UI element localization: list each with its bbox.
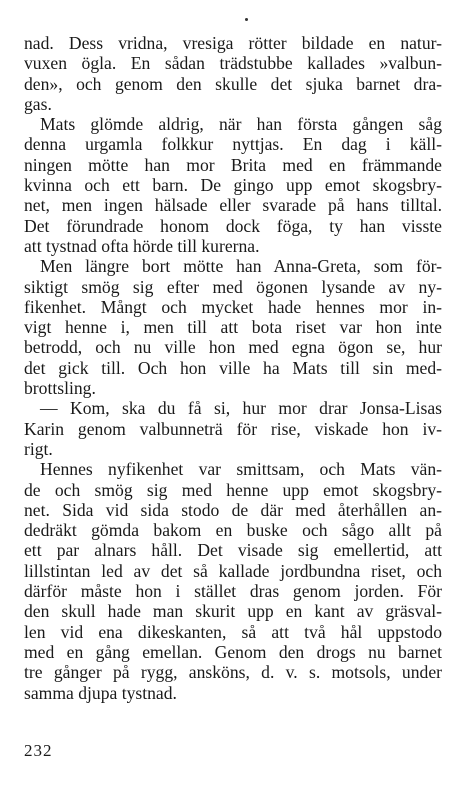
text-line: — Kom, ska du få si, hur mor drar Jonsa-Lisas: [40, 398, 442, 419]
text-line: samma djupa tystnad.: [24, 682, 177, 703]
text-line: ningen mötte han mor Brita med en främmande: [24, 154, 442, 175]
text-line: därför måste hon i stället dras genom jorden. För: [24, 581, 442, 602]
text-line: Det förundrade honom dock föga, ty han visste: [24, 215, 442, 236]
text-line: siktigt smög sig efter med ögonen lysande av ny-: [24, 276, 442, 297]
print-speck: [245, 18, 248, 21]
text-line: dedräkt gömda bakom en buske och sågo allt på: [24, 520, 442, 541]
text-line: fikenhet. Mångt och mycket hade hennes mor in-: [24, 296, 442, 317]
page-number: 232: [24, 741, 53, 760]
text-line: med en gång emellan. Genom den drogs nu barnet: [24, 641, 442, 662]
text-line: nad. Dess vridna, vresiga rötter bildade en natur-: [24, 33, 442, 53]
text-line: att tystnad ofta hörde till kurerna.: [24, 235, 260, 256]
text-line: betrodd, och nu ville hon med egna ögon se, hur: [24, 337, 442, 358]
text-line: vigt henne i, men till att bota riset var hon inte: [24, 317, 442, 338]
text-line: de och smög sig med henne upp emot skogsbry-: [24, 479, 442, 500]
text-line: det gick till. Och hon ville ha Mats till sin med-: [24, 357, 442, 378]
body-text: [24, 33, 442, 703]
text-line: den skull hade man skurit upp en kant av gräsval-: [24, 601, 442, 622]
text-line: net, men ingen hälsade eller svarade på hans tilltal.: [24, 195, 442, 216]
text-line: ett par alnars håll. Det visade sig emellertid, att: [24, 540, 442, 561]
text-line: gas.: [24, 93, 52, 114]
text-line: Karin genom valbunneträ för rise, viskade hon iv-: [24, 418, 442, 439]
text-line: Hennes nyfikenhet var smittsam, och Mats vän-: [40, 459, 442, 480]
text-line: rigt.: [24, 438, 53, 459]
text-line: Mats glömde aldrig, när han första gången såg: [40, 114, 442, 135]
text-line: Men längre bort mötte han Anna-Greta, som för-: [40, 256, 442, 277]
text-line: tre gånger på rygg, ansköns, d. v. s. motsols, under: [24, 662, 442, 683]
text-line: vuxen ögla. En sådan trädstubbe kallades »valbun-: [24, 53, 442, 74]
text-line: kvinna och ett barn. De gingo upp emot skogsbry-: [24, 175, 442, 196]
text-line: brottsling.: [24, 378, 96, 399]
text-line: len vid ena dikeskanten, så att två hål uppstodo: [24, 621, 442, 642]
text-line: lillstintan led av det så kallade jordbundna riset, och: [24, 560, 442, 581]
text-line: net. Sida vid sida stodo de där med återhållen an-: [24, 499, 442, 520]
text-line: denna urgamla folkkur nyttjas. En dag i käll-: [24, 134, 442, 155]
text-line: den», och genom den skulle det sjuka barnet dra-: [24, 73, 442, 94]
